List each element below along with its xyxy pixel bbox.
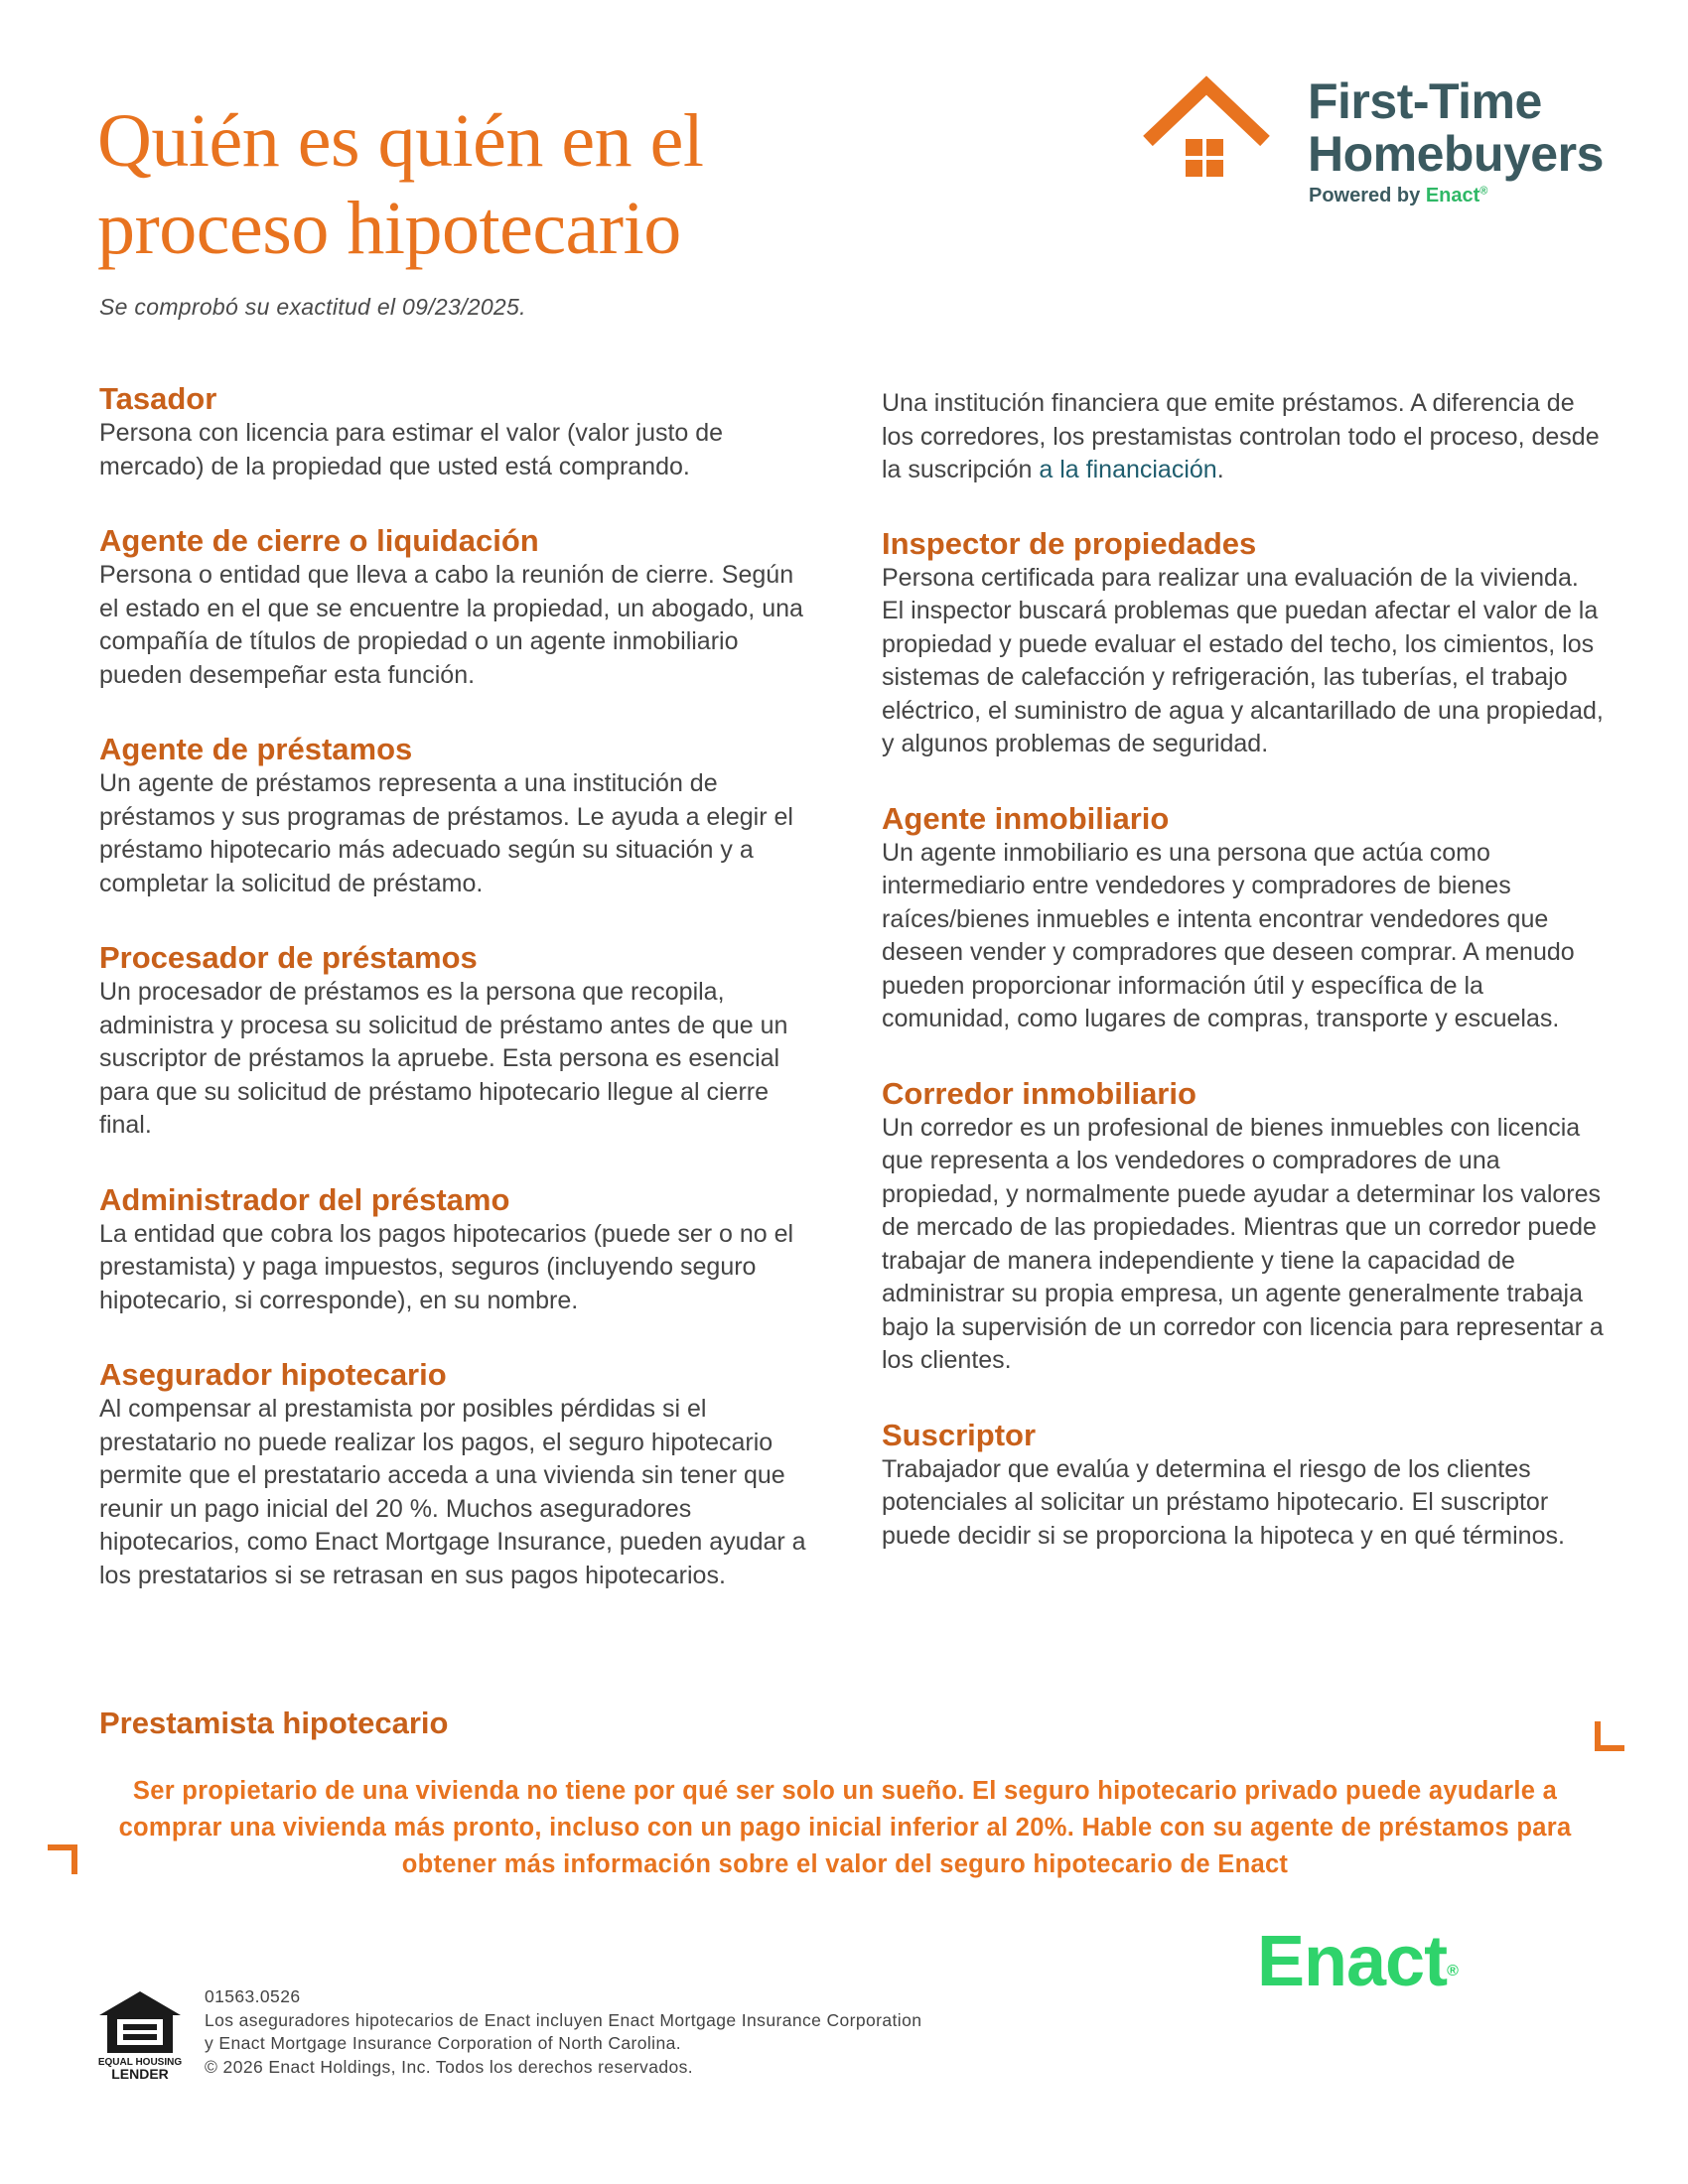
enact-logo [1257, 1924, 1458, 1999]
term-body: Un agente de préstamos representa a una institución de préstamos y sus programas de préstamos. Le ayuda a elegir el préstamo hipotecario más adecuado según su situación y a completar la solicitud de préstamo. [99, 769, 793, 897]
right-column [882, 387, 1607, 1592]
term-heading: Agente de préstamos [99, 732, 413, 766]
term-heading: Administrador del préstamo [99, 1181, 510, 1217]
house-icon [1142, 73, 1271, 183]
equal-housing-lender-icon [97, 1989, 183, 2081]
term-heading: Corredor inmobiliario [882, 1075, 1196, 1111]
term-entry [882, 801, 1607, 1036]
term-entry [882, 1418, 1607, 1554]
accuracy-note: Se comprobó su exactitud el 09/23/2025. [99, 294, 526, 320]
term-heading: Asegurador hipotecario [99, 1357, 447, 1392]
term-entry [99, 523, 814, 692]
powered-by [1309, 185, 1487, 207]
page-title-line1: Quién es quién en el [97, 99, 704, 183]
term-body: Trabajador que evalúa y determina el riesgo de los clientes potenciales al solicitar un préstamo hipotecario. El suscriptor puede decidir si se proporciona la hipoteca y en qué términos. [882, 1454, 1565, 1550]
footer-line: Los aseguradores hipotecarios de Enact incluyen Enact Mortgage Insurance Corporation [205, 2009, 922, 2030]
ehl-line1: EQUAL HOUSING [97, 2057, 183, 2068]
term-body: Un agente inmobiliario es una persona que actúa como intermediario entre vendedores y compradores de bienes raíces/bienes inmuebles e intenta encontrar vendedores que deseen vender y compradores que deseen comprar. A menudo pueden proporcionar información útil y específica de la comunidad, como lugares de compras, transporte y escuelas. [882, 838, 1575, 1032]
lender-definition-end: . [1216, 456, 1224, 483]
financing-link[interactable]: a la financiación [1039, 456, 1217, 483]
term-heading: Inspector de propiedades [882, 525, 1257, 561]
corner-bracket-decoration [1595, 1721, 1624, 1751]
term-entry [99, 1182, 814, 1318]
term-body: La entidad que cobra los pagos hipotecarios (puede ser o no el prestamista) y paga impuestos, seguros (incluyendo seguro hipotecario, si corresponde), en su nombre. [99, 1219, 794, 1314]
corner-bracket-decoration [48, 1844, 77, 1874]
term-body: Un procesador de préstamos es la persona que recopila, administra y procesa su solicitud de préstamo antes de que un suscriptor de préstamos la apruebe. Esta persona es esencial para que su solicitud de préstamo hipotecario llegue al cierre final. [99, 978, 788, 1139]
powered-brand-mark: ® [1479, 185, 1488, 198]
page-title-line2: proceso hipotecario [97, 187, 681, 270]
enact-logo-mark: ® [1447, 1963, 1458, 1979]
lender-definition [882, 387, 1607, 487]
powered-brand-name: Enact [1425, 185, 1480, 206]
footer [205, 1985, 1098, 2079]
term-entry [99, 381, 814, 483]
promo-text: Ser propietario de una vivienda no tiene por qué ser solo un sueño. El seguro hipotecario privado puede ayudarle a comprar una vivienda más pronto, incluso con un pago inicial inferior al 20%. Hable con su agente de préstamos para obtener más información sobre el valor del seguro hipotecario de Enact [118, 1777, 1572, 1878]
footer-copyright: © 2026 Enact Holdings, Inc. Todos los derechos reservados. [205, 2056, 694, 2077]
powered-brand [1426, 185, 1488, 206]
term-heading: Agente inmobiliario [882, 800, 1170, 836]
term-body: Persona con licencia para estimar el valor (valor justo de mercado) de la propiedad que usted está comprando. [99, 419, 724, 480]
term-entry [99, 1357, 814, 1592]
term-heading: Agente de cierre o liquidación [99, 523, 539, 558]
footer-line: y Enact Mortgage Insurance Corporation of North Carolina. [205, 2033, 681, 2053]
powered-prefix: Powered by [1309, 185, 1426, 206]
term-heading: Suscriptor [882, 1417, 1037, 1452]
term-entry [882, 526, 1607, 761]
term-heading: Tasador [99, 381, 217, 416]
logo-line2: Homebuyers [1308, 126, 1604, 182]
lender-definition-text: Una institución financiera que emite préstamos. A diferencia de los corredores, los prestamistas controlan todo el proceso, desde la suscripción [882, 389, 1600, 483]
ehl-line2: LENDER [111, 2066, 169, 2081]
mortgage-lender-heading: Prestamista hipotecario [99, 1706, 449, 1740]
term-heading: Procesador de préstamos [99, 940, 478, 975]
footer-code: 01563.0526 [205, 1986, 301, 2006]
term-body: Al compensar al prestamista por posibles pérdidas si el prestatario no puede realizar los pagos, el seguro hipotecario permite que el prestatario acceda a una vivienda sin tener que reunir un pago inicial del 20 %. Muchos aseguradores hipotecarios, como Enact Mortgage Insurance, pueden ayudar a los prestatarios si se retrasan en sus pagos hipotecarios. [99, 1395, 806, 1589]
enact-logo-text: Enact [1257, 1922, 1448, 2001]
term-entry [99, 940, 814, 1143]
term-body: Persona certificada para realizar una evaluación de la vivienda. El inspector buscará problemas que puedan afectar el valor de la propiedad y puede evaluar el estado del techo, los cimientos, los sistemas de calefacción y refrigeración, las tuberías, el trabajo eléctrico, el suministro de agua y alcantarillado de una propiedad, y algunos problemas de seguridad. [882, 563, 1604, 757]
term-body: Persona o entidad que lleva a cabo la reunión de cierre. Según el estado en el que se encuentre la propiedad, un abogado, una compañía de títulos de propiedad o un agente inmobiliario pueden desempeñar esta función. [99, 561, 803, 689]
left-column [99, 381, 814, 1632]
term-body: Un corredor es un profesional de bienes inmuebles con licencia que representa a los vendedores o compradores de una propiedad, y normalmente puede ayudar a determinar los valores de mercado de las propiedades. Mientras que un corredor puede trabajar de manera independiente y tiene la capacidad de administrar su propia empresa, un agente generalmente trabaja bajo la supervisión de un corredor con licencia para representar a los clientes. [882, 1113, 1604, 1374]
term-entry [882, 1076, 1607, 1378]
logo-line1: First-Time [1308, 73, 1542, 129]
logo-wordmark [1308, 75, 1604, 181]
term-entry [99, 732, 814, 900]
first-time-homebuyers-logo [1142, 69, 1618, 218]
page-title [97, 97, 991, 272]
